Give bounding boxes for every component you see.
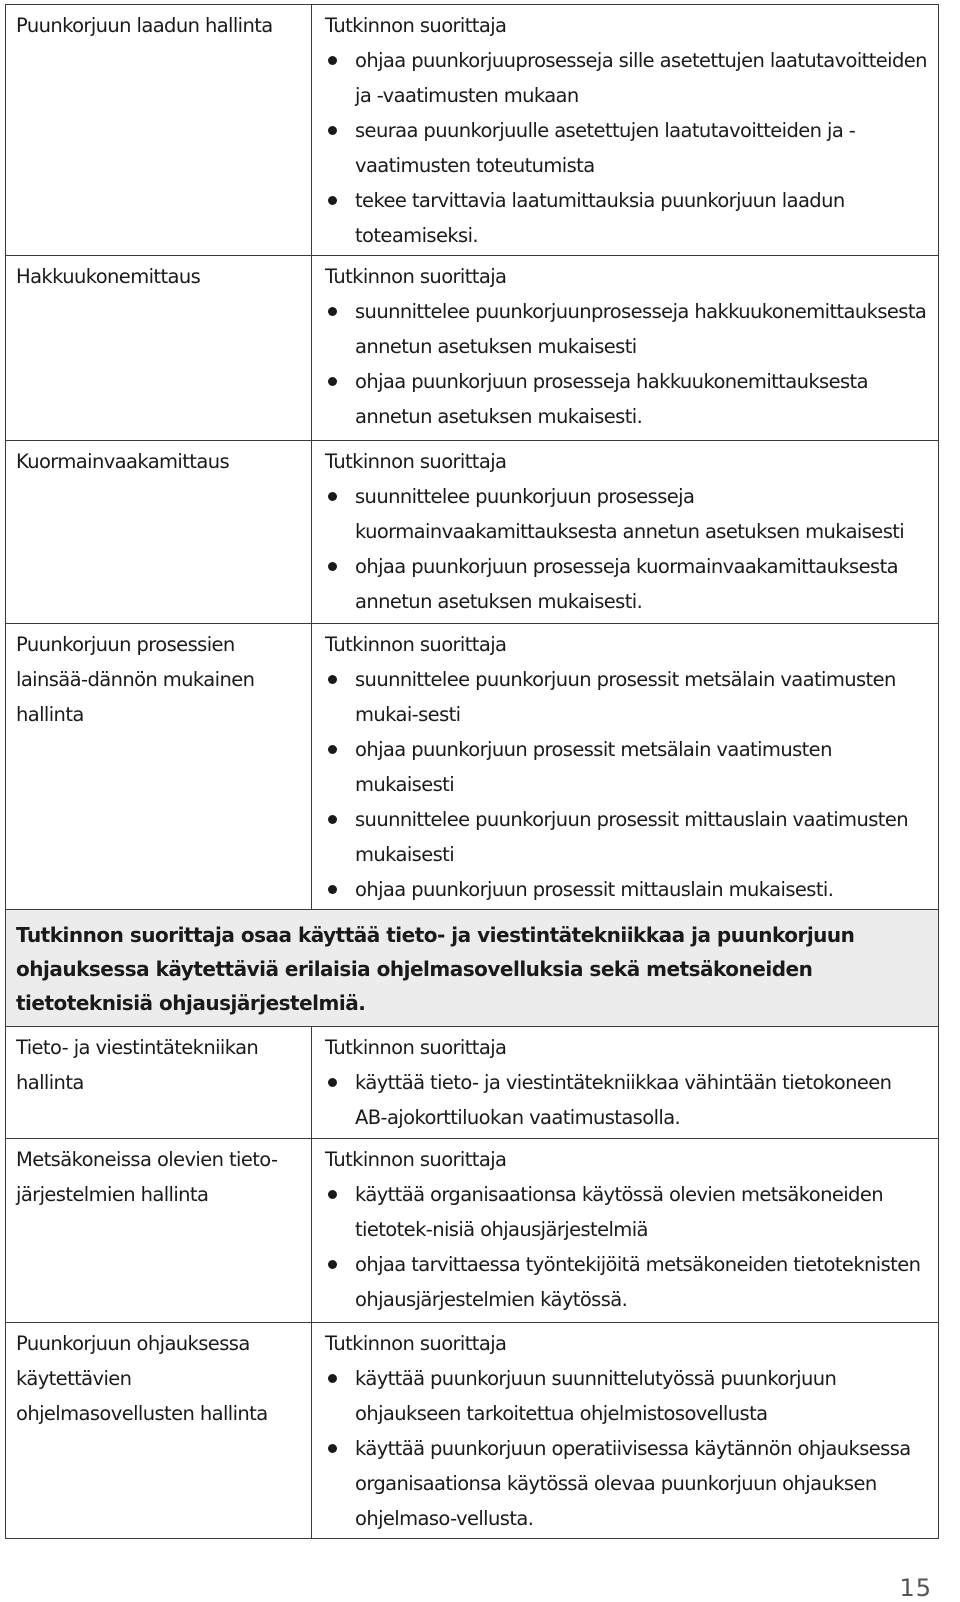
row-label: Hakkuukonemittaus <box>6 256 312 441</box>
bullet-icon <box>328 196 337 205</box>
bullet-list <box>325 479 928 619</box>
bullet-icon <box>328 1190 337 1199</box>
bullet-list <box>325 1177 928 1317</box>
list-item: suunnittelee puunkorjuunprosesseja hakkuukonemittauksesta annetun asetuksen mukaisesti <box>325 294 928 364</box>
list-item: tekee tarvittavia laatumittauksia puunkorjuun laadun toteamiseksi. <box>325 183 928 253</box>
bullet-icon <box>328 675 337 684</box>
bullet-list <box>325 43 928 253</box>
bullet-icon <box>328 562 337 571</box>
list-item: seuraa puunkorjuulle asetettujen laatutavoitteiden ja -vaatimusten toteutumista <box>325 113 928 183</box>
bullet-icon <box>328 492 337 501</box>
row-content <box>312 1027 939 1139</box>
bullet-icon <box>328 1444 337 1453</box>
row-heading: Tutkinnon suorittaja <box>325 1332 507 1355</box>
bullet-list <box>325 662 928 907</box>
table-row <box>6 1027 939 1139</box>
row-content <box>312 624 939 910</box>
page-number: 15 <box>899 1574 932 1602</box>
row-content <box>312 441 939 624</box>
row-label: Tieto- ja viestintätekniikan hallinta <box>6 1027 312 1139</box>
table-row <box>6 5 939 256</box>
competence-table <box>5 4 939 1539</box>
list-item: käyttää puunkorjuun suunnittelutyössä puunkorjuun ohjaukseen tarkoitettua ohjelmistosovellusta <box>325 1361 928 1431</box>
row-heading: Tutkinnon suorittaja <box>325 14 507 37</box>
list-item: ohjaa puunkorjuun prosessit mittauslain mukaisesti. <box>325 872 928 907</box>
table-row <box>6 1323 939 1539</box>
row-heading: Tutkinnon suorittaja <box>325 1148 507 1171</box>
table-row <box>6 256 939 441</box>
row-heading: Tutkinnon suorittaja <box>325 450 507 473</box>
row-label: Metsäkoneissa olevien tieto-järjestelmien hallinta <box>6 1139 312 1323</box>
bullet-icon <box>328 56 337 65</box>
list-item: ohjaa puunkorjuun prosesseja kuormainvaakamittauksesta annetun asetuksen mukaisesti. <box>325 549 928 619</box>
table-row <box>6 441 939 624</box>
row-label: Puunkorjuun laadun hallinta <box>6 5 312 256</box>
list-item: ohjaa puunkorjuun prosesseja hakkuukonemittauksesta annetun asetuksen mukaisesti. <box>325 364 928 434</box>
row-heading: Tutkinnon suorittaja <box>325 1036 507 1059</box>
bullet-icon <box>328 377 337 386</box>
bullet-icon <box>328 1260 337 1269</box>
bullet-icon <box>328 745 337 754</box>
list-item: suunnittelee puunkorjuun prosessit metsälain vaatimusten mukai-sesti <box>325 662 928 732</box>
row-content <box>312 1139 939 1323</box>
bullet-icon <box>328 1078 337 1087</box>
row-heading: Tutkinnon suorittaja <box>325 265 507 288</box>
bullet-list <box>325 294 928 434</box>
row-content <box>312 1323 939 1539</box>
row-label: Kuormainvaakamittaus <box>6 441 312 624</box>
bullet-list <box>325 1065 928 1135</box>
bullet-icon <box>328 885 337 894</box>
row-content <box>312 256 939 441</box>
table-row <box>6 1139 939 1323</box>
bullet-icon <box>328 307 337 316</box>
list-item: käyttää puunkorjuun operatiivisessa käytännön ohjauksessa organisaationsa käytössä olevaa puunkorjuun ohjauksen ohjelmaso-vellusta. <box>325 1431 928 1536</box>
list-item: ohjaa puunkorjuuprosesseja sille asetettujen laatutavoitteiden ja -vaatimusten mukaan <box>325 43 928 113</box>
bullet-list <box>325 1361 928 1536</box>
list-item: ohjaa tarvittaessa työntekijöitä metsäkoneiden tietoteknisten ohjausjärjestelmien käytössä. <box>325 1247 928 1317</box>
list-item: suunnittelee puunkorjuun prosessit mittauslain vaatimusten mukaisesti <box>325 802 928 872</box>
list-item: käyttää tieto- ja viestintätekniikkaa vähintään tietokoneen AB-ajokorttiluokan vaatimustasolla. <box>325 1065 928 1135</box>
bullet-icon <box>328 126 337 135</box>
row-label: Puunkorjuun ohjauksessa käytettävien ohjelmasovellusten hallinta <box>6 1323 312 1539</box>
list-item: käyttää organisaationsa käytössä olevien metsäkoneiden tietotek-nisiä ohjausjärjestelmiä <box>325 1177 928 1247</box>
list-item: ohjaa puunkorjuun prosessit metsälain vaatimusten mukaisesti <box>325 732 928 802</box>
section-heading: Tutkinnon suorittaja osaa käyttää tieto- ja viestintätekniikkaa ja puunkorjuun ohjauksessa käytettäviä erilaisia ohjelmasovelluksia sekä metsäkoneiden tietoteknisiä ohjausjärjestelmiä. <box>6 910 939 1027</box>
section-row <box>6 910 939 1027</box>
row-content <box>312 5 939 256</box>
table-row <box>6 624 939 910</box>
bullet-icon <box>328 1374 337 1383</box>
row-label: Puunkorjuun prosessien lainsää-dännön mukainen hallinta <box>6 624 312 910</box>
list-item: suunnittelee puunkorjuun prosesseja kuormainvaakamittauksesta annetun asetuksen mukaisesti <box>325 479 928 549</box>
bullet-icon <box>328 815 337 824</box>
row-heading: Tutkinnon suorittaja <box>325 633 507 656</box>
